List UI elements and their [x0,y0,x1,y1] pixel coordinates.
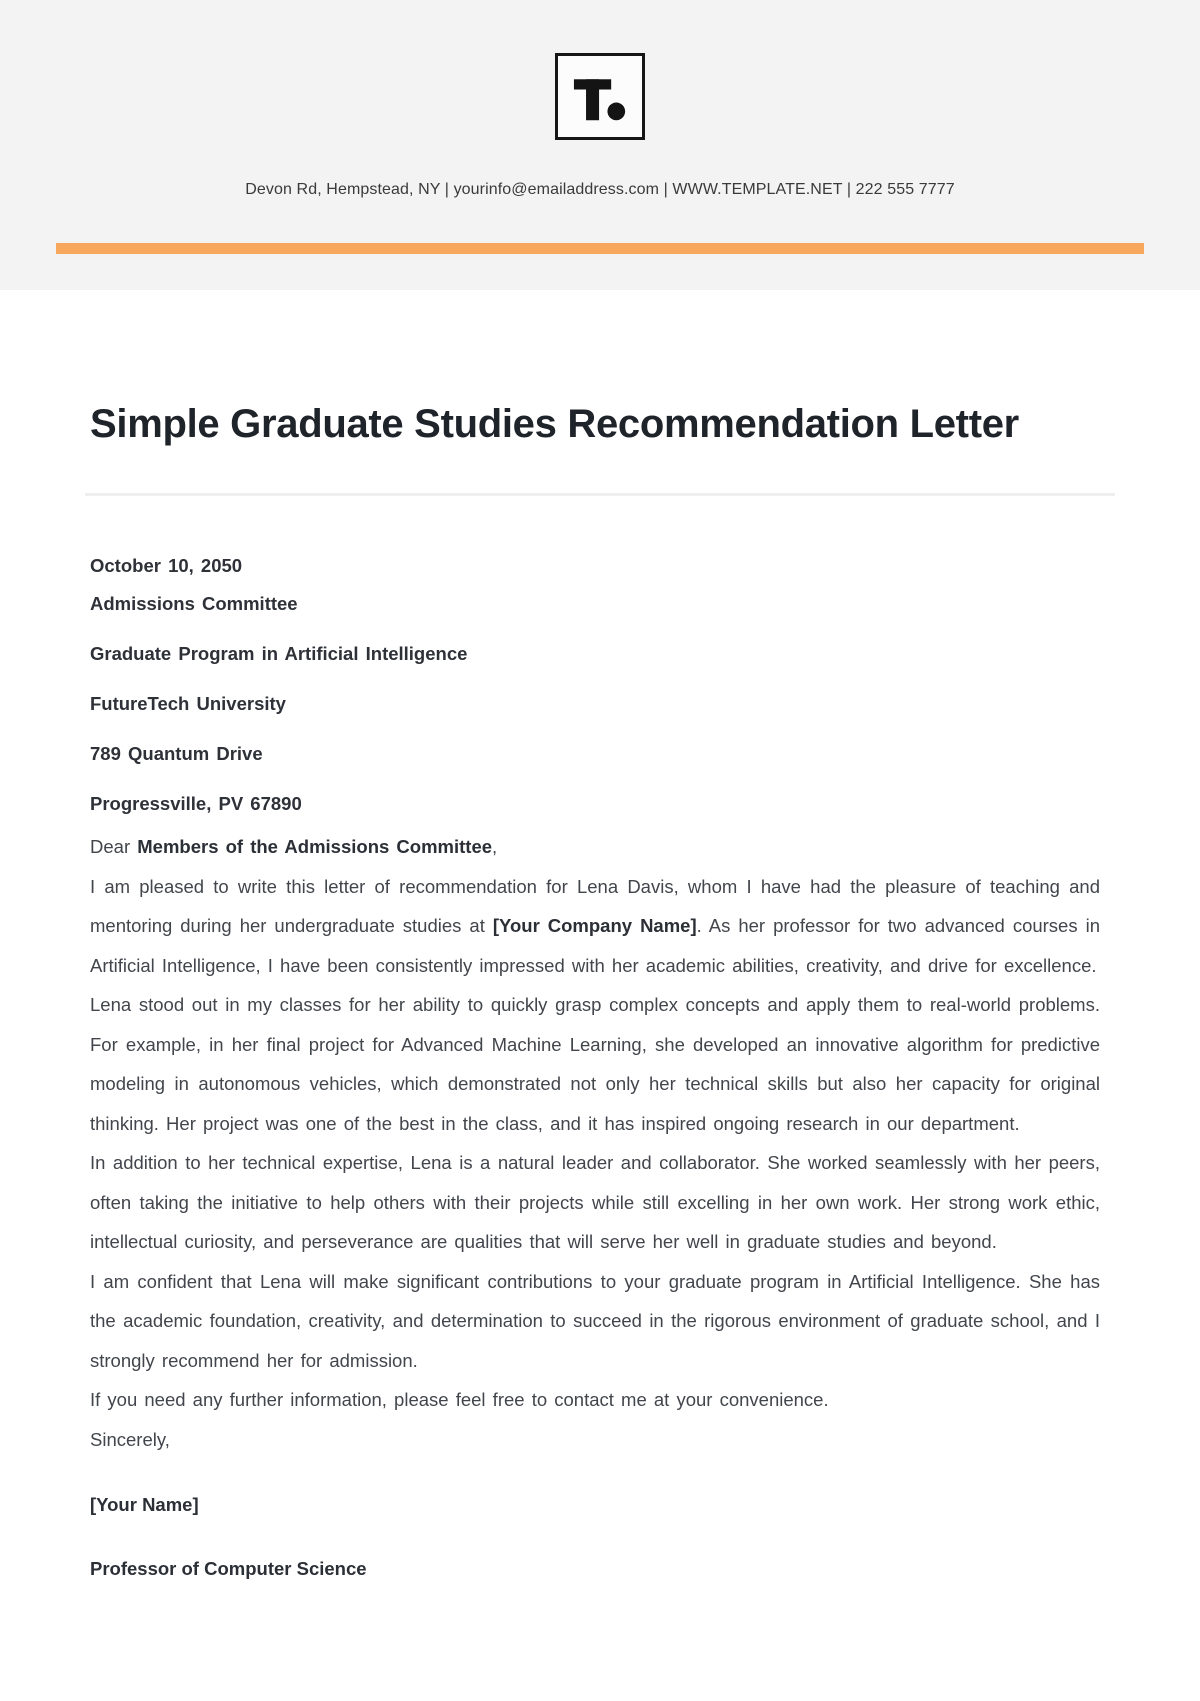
closing-line: Sincerely, [90,1428,170,1450]
recipient-line: FutureTech University [90,693,286,714]
letterhead [0,0,1200,290]
recipient-line: Graduate Program in Artificial Intelligence [90,643,468,664]
recipient-line: 789 Quantum Drive [90,743,263,764]
logo-t-icon [558,56,642,137]
paragraph-2: Lena stood out in my classes for her ability to quickly grasp complex concepts and apply them to real-world problems. For example, in her final project for Advanced Machine Learning, she developed an innovative algorithm for predictive modeling in autonomous vehicles, which demonstrated not only her technical skills but also her capacity for original thinking. Her project was one of the best in the class, and it has inspired ongoing research in our department. [90,994,1100,1134]
page-title: Simple Graduate Studies Recommendation Letter [90,402,1019,446]
letter-date: October 10, 2050 [90,555,243,576]
accent-bar [56,243,1144,254]
recipient-line: Progressville, PV 67890 [90,793,302,814]
paragraph-1-text: . As her professor for two advanced courses in Artificial Intelligence, I have been consistently impressed with her academic abilities, creativity, and drive for excellence. [90,915,1100,976]
paragraph-4: I am confident that Lena will make significant contributions to your graduate program in Artificial Intelligence. She has the academic foundation, creativity, and determination to succeed in the rigorous environment of graduate school, and I strongly recommend her for admission. [90,1270,1100,1371]
salutation [90,827,1100,867]
paragraph-5: If you need any further information, please feel free to contact me at your convenience. [90,1389,829,1410]
recipient-line: Admissions Committee [90,593,298,614]
title-divider [85,493,1115,496]
contact-line: Devon Rd, Hempstead, NY | yourinfo@emailaddress.com | WWW.TEMPLATE.NET | 222 555 7777 [245,181,955,198]
salutation-name: Members of the Admissions Committee [137,836,493,857]
company-name-placeholder: [Your Company Name] [492,915,697,936]
paragraph-1-text: I am pleased to write this letter of recommendation for Lena Davis, whom I have had the pleasure of teaching and mentoring during her undergraduate studies at [90,875,1100,936]
company-logo [555,53,645,140]
paragraph-3: In addition to her technical expertise, Lena is a natural leader and collaborator. She worked seamlessly with her peers, often taking the initiative to help others with their projects while still excelling in her own work. Her strong work ethic, intellectual curiosity, and perseverance are qualities that will serve her well in graduate studies and beyond. [90,1152,1100,1252]
paragraph-1 [90,867,1100,986]
salutation-suffix: , [492,836,498,857]
letter-content [90,400,1100,1588]
salutation-prefix: Dear [90,836,138,857]
signature-name-placeholder: [Your Name] [90,1494,199,1515]
signature-title: Professor of Computer Science [90,1557,367,1579]
recipient-block [90,547,1100,823]
